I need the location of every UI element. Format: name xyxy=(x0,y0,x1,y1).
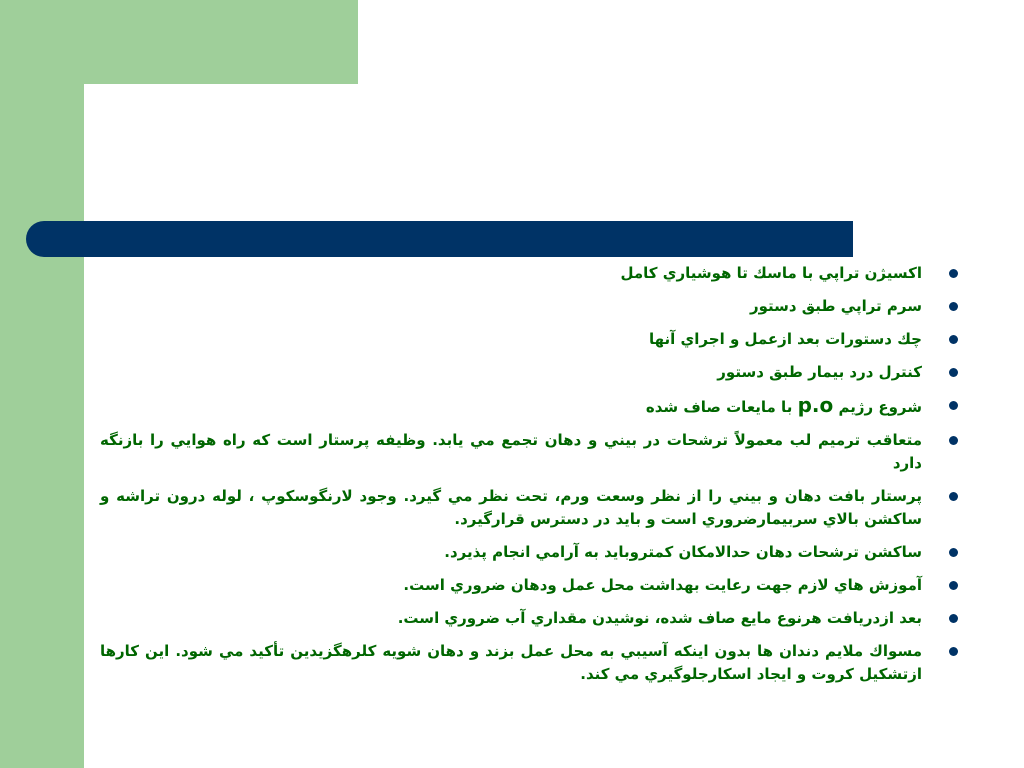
list-item: چك دستورات بعد ازعمل و اجراي آنها xyxy=(100,328,966,351)
bullet-icon xyxy=(949,647,958,656)
list-item: آموزش هاي لازم جهت رعايت بهداشت محل عمل ودهان ضروري است. xyxy=(100,574,966,597)
po-abbreviation: p.o xyxy=(797,393,834,417)
bullet-icon xyxy=(949,269,958,278)
list-item: كنترل درد بيمار طبق دستور xyxy=(100,361,966,384)
bullet-icon xyxy=(949,614,958,623)
title-bar xyxy=(26,221,853,257)
top-green-panel xyxy=(0,0,358,84)
slide-content xyxy=(100,262,966,696)
list-item-diet: شروع رژيم p.o با مايعات صاف شده xyxy=(100,394,966,419)
bullet-icon xyxy=(949,436,958,445)
bullet-icon xyxy=(949,492,958,501)
list-item: سرم تراپي طبق دستور xyxy=(100,295,966,318)
bullet-icon xyxy=(949,548,958,557)
list-item: بعد ازدريافت هرنوع مايع صاف شده، نوشيدن مقداري آب ضروري است. xyxy=(100,607,966,630)
left-green-panel xyxy=(0,0,84,768)
list-item: ساكشن ترشحات دهان حدالامكان كمتروبايد به آرامي انجام پذيرد. xyxy=(100,541,966,564)
bullet-icon xyxy=(949,368,958,377)
bullet-list xyxy=(100,262,966,686)
list-item: پرستار بافت دهان و بيني را از نظر وسعت ورم، تحت نظر مي گيرد. وجود لارنگوسكوپ ، لوله درون تراشه و ساكشن بالاي سربيمارضروري است و بايد در دسترس قرارگيرد. xyxy=(100,485,966,531)
list-item: مسواك ملايم دندان ها بدون اينكه آسيبي به محل عمل بزند و دهان شويه كلرهگزيدين تأكيد مي شود. اين كارها ازتشكيل كروت و ايجاد اسكارجلوگيري مي كند. xyxy=(100,640,966,686)
bullet-icon xyxy=(949,302,958,311)
bullet-icon xyxy=(949,335,958,344)
bullet-icon xyxy=(949,581,958,590)
list-item: متعاقب ترميم لب معمولاً ترشحات در بيني و دهان تجمع مي يابد. وظيفه پرستار است كه راه هوايي را بازنگه دارد xyxy=(100,429,966,475)
bullet-icon xyxy=(949,401,958,410)
list-item: اکسيژن تراپي با ماسك تا هوشياري كامل xyxy=(100,262,966,285)
